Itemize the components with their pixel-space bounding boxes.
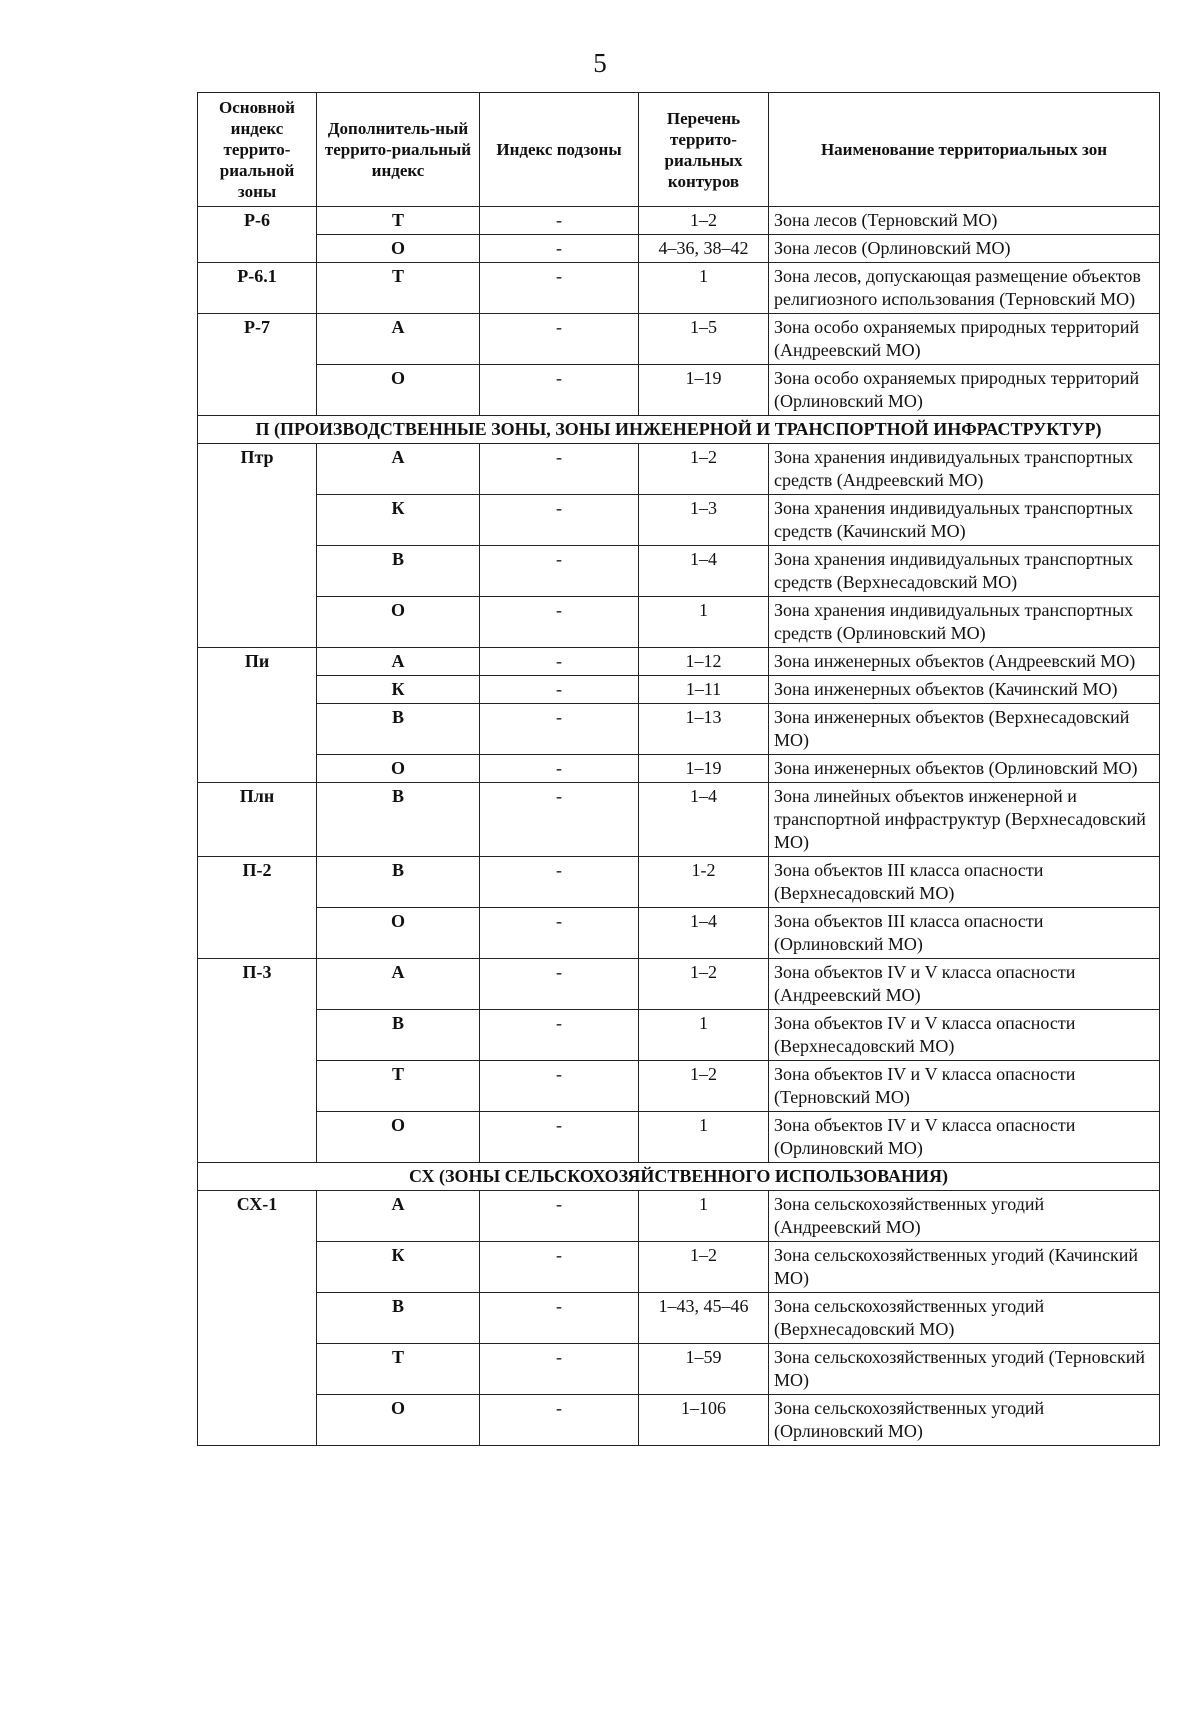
table-row [198,546,1160,597]
subzone-index-cell: - [480,857,639,908]
table-row [198,908,1160,959]
table-row [198,235,1160,263]
zone-name-cell: Зона линейных объектов инженерной и транспортной инфраструктур (Верхнесадовский МО) [769,783,1160,857]
contours-cell: 1–19 [639,365,769,416]
subzone-index-cell: - [480,1010,639,1061]
subzone-index-cell: - [480,444,639,495]
zone-name-cell: Зона хранения индивидуальных транспортных средств (Андреевский МО) [769,444,1160,495]
contours-cell: 1–3 [639,495,769,546]
additional-index-cell: К [317,1242,480,1293]
additional-index-cell: О [317,235,480,263]
subzone-index-cell: - [480,1061,639,1112]
header-additional-index: Дополнитель-ный террито-риальный индекс [317,93,480,207]
contours-cell: 1–4 [639,908,769,959]
subzone-index-cell: - [480,1395,639,1446]
table-row [198,1010,1160,1061]
table-body [198,207,1160,1446]
header-main-index: Основной индекс террито-риальной зоны [198,93,317,207]
zone-name-cell: Зона сельскохозяйственных угодий (Орлиновский МО) [769,1395,1160,1446]
section-title: СХ (ЗОНЫ СЕЛЬСКОХОЗЯЙСТВЕННОГО ИСПОЛЬЗОВАНИЯ) [198,1163,1160,1191]
additional-index-cell: К [317,676,480,704]
section-title: П (ПРОИЗВОДСТВЕННЫЕ ЗОНЫ, ЗОНЫ ИНЖЕНЕРНОЙ И ТРАНСПОРТНОЙ ИНФРАСТРУКТУР) [198,416,1160,444]
subzone-index-cell: - [480,704,639,755]
subzone-index-cell: - [480,676,639,704]
subzone-index-cell: - [480,1191,639,1242]
subzone-index-cell: - [480,648,639,676]
zone-name-cell: Зона сельскохозяйственных угодий (Андреевский МО) [769,1191,1160,1242]
page-number: 5 [593,48,607,78]
additional-index-cell: Т [317,1061,480,1112]
additional-index-cell: О [317,908,480,959]
zone-name-cell: Зона объектов III класса опасности (Верхнесадовский МО) [769,857,1160,908]
contours-cell: 1–43, 45–46 [639,1293,769,1344]
table-row [198,207,1160,235]
subzone-index-cell: - [480,908,639,959]
zone-name-cell: Зона объектов IV и V класса опасности (Верхнесадовский МО) [769,1010,1160,1061]
zone-name-cell: Зона инженерных объектов (Качинский МО) [769,676,1160,704]
table-row [198,676,1160,704]
contours-cell: 1–12 [639,648,769,676]
header-contours-list: Перечень террито-риальных контуров [639,93,769,207]
table-row [198,704,1160,755]
section-header-row [198,1163,1160,1191]
contours-cell: 4–36, 38–42 [639,235,769,263]
additional-index-cell: В [317,546,480,597]
zone-name-cell: Зона сельскохозяйственных угодий (Качинский МО) [769,1242,1160,1293]
subzone-index-cell: - [480,495,639,546]
additional-index-cell: А [317,959,480,1010]
contours-cell: 1–2 [639,1061,769,1112]
contours-cell: 1–106 [639,1395,769,1446]
additional-index-cell: Т [317,207,480,235]
main-zone-index: Плн [198,783,317,857]
zone-name-cell: Зона объектов III класса опасности (Орлиновский МО) [769,908,1160,959]
additional-index-cell: А [317,314,480,365]
main-zone-index: Р-7 [198,314,317,416]
table-row [198,444,1160,495]
contours-cell: 1 [639,1191,769,1242]
zone-name-cell: Зона инженерных объектов (Верхнесадовский МО) [769,704,1160,755]
additional-index-cell: А [317,444,480,495]
subzone-index-cell: - [480,1112,639,1163]
subzone-index-cell: - [480,783,639,857]
table-row [198,1395,1160,1446]
table-row [198,1191,1160,1242]
table-row [198,1344,1160,1395]
zone-name-cell: Зона объектов IV и V класса опасности (Терновский МО) [769,1061,1160,1112]
main-zone-index: П-3 [198,959,317,1163]
contours-cell: 1-2 [639,857,769,908]
zone-name-cell: Зона лесов (Орлиновский МО) [769,235,1160,263]
header-subzone-index: Индекс подзоны [480,93,639,207]
zone-name-cell: Зона объектов IV и V класса опасности (Андреевский МО) [769,959,1160,1010]
table-header-row [198,93,1160,207]
additional-index-cell: О [317,1395,480,1446]
contours-cell: 1 [639,597,769,648]
subzone-index-cell: - [480,1344,639,1395]
header-zone-name: Наименование территориальных зон [769,93,1160,207]
subzone-index-cell: - [480,546,639,597]
table-row [198,755,1160,783]
additional-index-cell: В [317,1010,480,1061]
contours-cell: 1–2 [639,207,769,235]
contours-cell: 1–4 [639,546,769,597]
contours-cell: 1–5 [639,314,769,365]
contours-cell: 1–4 [639,783,769,857]
table-row [198,365,1160,416]
additional-index-cell: В [317,783,480,857]
additional-index-cell: В [317,704,480,755]
additional-index-cell: К [317,495,480,546]
table-row [198,959,1160,1010]
table-row [198,1293,1160,1344]
contours-cell: 1–2 [639,1242,769,1293]
subzone-index-cell: - [480,263,639,314]
subzone-index-cell: - [480,597,639,648]
additional-index-cell: В [317,1293,480,1344]
subzone-index-cell: - [480,959,639,1010]
additional-index-cell: О [317,597,480,648]
zone-name-cell: Зона инженерных объектов (Орлиновский МО) [769,755,1160,783]
table-row [198,263,1160,314]
section-header-row [198,416,1160,444]
subzone-index-cell: - [480,207,639,235]
contours-cell: 1–2 [639,444,769,495]
subzone-index-cell: - [480,314,639,365]
main-zone-index: П-2 [198,857,317,959]
additional-index-cell: Т [317,263,480,314]
zone-name-cell: Зона хранения индивидуальных транспортных средств (Орлиновский МО) [769,597,1160,648]
zone-name-cell: Зона инженерных объектов (Андреевский МО) [769,648,1160,676]
table-row [198,857,1160,908]
subzone-index-cell: - [480,365,639,416]
contours-cell: 1 [639,263,769,314]
contours-cell: 1–19 [639,755,769,783]
table-row [198,1112,1160,1163]
territorial-zones-table [197,92,1160,1446]
subzone-index-cell: - [480,1242,639,1293]
zone-name-cell: Зона сельскохозяйственных угодий (Терновский МО) [769,1344,1160,1395]
zone-name-cell: Зона объектов IV и V класса опасности (Орлиновский МО) [769,1112,1160,1163]
additional-index-cell: В [317,857,480,908]
zone-name-cell: Зона хранения индивидуальных транспортных средств (Качинский МО) [769,495,1160,546]
table-row [198,648,1160,676]
table-row [198,597,1160,648]
main-zone-index: Р-6 [198,207,317,263]
contours-cell: 1–2 [639,959,769,1010]
subzone-index-cell: - [480,235,639,263]
main-zone-index: Р-6.1 [198,263,317,314]
main-zone-index: СХ-1 [198,1191,317,1446]
main-zone-index: Птр [198,444,317,648]
zone-name-cell: Зона лесов (Терновский МО) [769,207,1160,235]
additional-index-cell: О [317,1112,480,1163]
contours-cell: 1–13 [639,704,769,755]
subzone-index-cell: - [480,1293,639,1344]
table-row [198,314,1160,365]
table-row [198,783,1160,857]
table-row [198,495,1160,546]
contours-cell: 1 [639,1010,769,1061]
contours-cell: 1 [639,1112,769,1163]
contours-cell: 1–59 [639,1344,769,1395]
zone-name-cell: Зона особо охраняемых природных территорий (Орлиновский МО) [769,365,1160,416]
table-row [198,1061,1160,1112]
zone-name-cell: Зона особо охраняемых природных территорий (Андреевский МО) [769,314,1160,365]
table-row [198,1242,1160,1293]
additional-index-cell: А [317,1191,480,1242]
additional-index-cell: О [317,365,480,416]
additional-index-cell: О [317,755,480,783]
main-zone-index: Пи [198,648,317,783]
additional-index-cell: А [317,648,480,676]
zone-name-cell: Зона хранения индивидуальных транспортных средств (Верхнесадовский МО) [769,546,1160,597]
additional-index-cell: Т [317,1344,480,1395]
zone-name-cell: Зона сельскохозяйственных угодий (Верхнесадовский МО) [769,1293,1160,1344]
contours-cell: 1–11 [639,676,769,704]
zone-name-cell: Зона лесов, допускающая размещение объектов религиозного использования (Терновский МО) [769,263,1160,314]
subzone-index-cell: - [480,755,639,783]
